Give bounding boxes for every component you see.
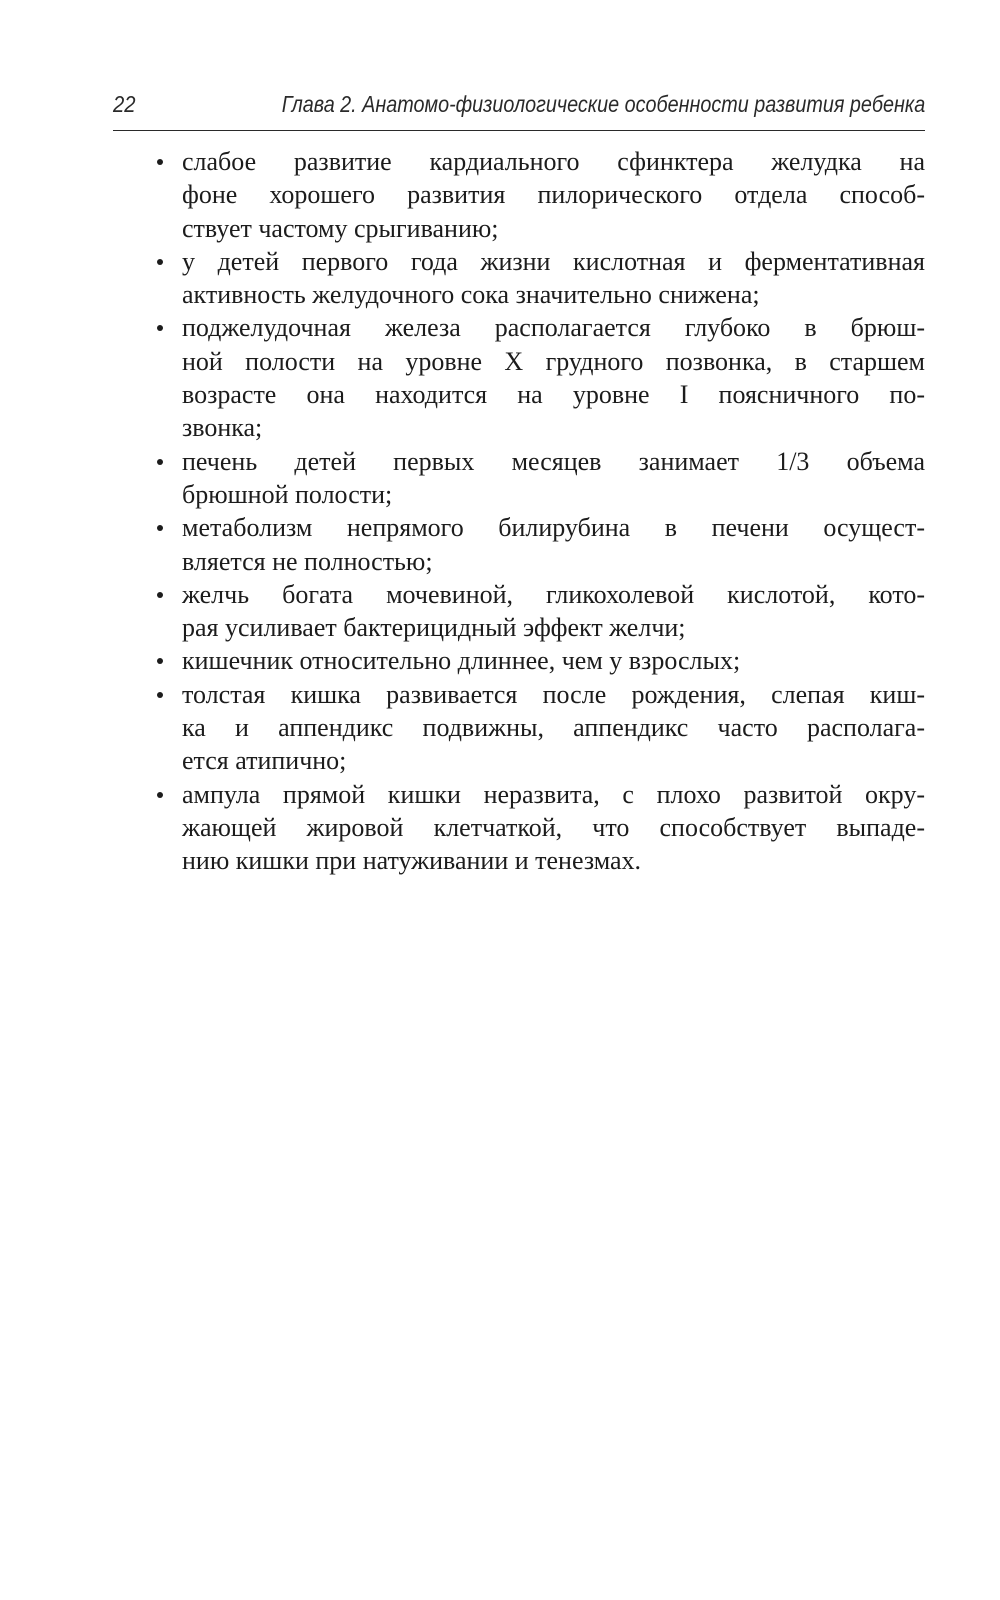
text-line: фоне хорошего развития пилорического отдела способ- bbox=[182, 180, 925, 210]
text-line: нию кишки при натуживании и тенезмах. bbox=[182, 846, 642, 876]
text-line: метаболизм непрямого билирубина в печени осущест- bbox=[182, 513, 925, 543]
list-item bbox=[157, 311, 925, 444]
chapter-title: Глава 2. Анатомо-физиологические особенности развития ребенка bbox=[281, 91, 925, 117]
text-line: желчь богата мочевиной, гликохолевой кислотой, кото- bbox=[182, 579, 925, 609]
bullet-icon bbox=[157, 459, 163, 465]
bullet-icon bbox=[157, 592, 163, 598]
running-header bbox=[113, 88, 925, 131]
text-line: рая усиливает бактерицидный эффект желчи; bbox=[182, 613, 686, 643]
text-line: возрасте она находится на уровне I поясничного по- bbox=[182, 380, 925, 410]
bullet-icon bbox=[157, 792, 163, 798]
list-item bbox=[157, 578, 925, 645]
bullet-icon bbox=[157, 259, 163, 265]
text-line: активность желудочного сока значительно снижена; bbox=[182, 280, 760, 310]
list-item bbox=[157, 145, 925, 245]
text-line: ампула прямой кишки неразвита, с плохо развитой окру- bbox=[182, 779, 925, 809]
text-line: кишечник относительно длиннее, чем у взрослых; bbox=[182, 646, 741, 676]
text-line: слабое развитие кардиального сфинктера желудка на bbox=[182, 147, 925, 176]
list-item bbox=[157, 678, 925, 778]
bullet-icon bbox=[157, 159, 163, 165]
list-item bbox=[157, 445, 925, 512]
bullet-list bbox=[157, 145, 925, 878]
bullet-icon bbox=[157, 658, 163, 664]
page-number: 22 bbox=[113, 91, 136, 117]
text-line: ка и аппендикс подвижны, аппендикс часто располага- bbox=[182, 713, 925, 743]
list-item bbox=[157, 245, 925, 312]
text-line: печень детей первых месяцев занимает 1/3 объема bbox=[182, 446, 925, 476]
text-line: вляется не полностью; bbox=[182, 546, 433, 576]
bullet-icon bbox=[157, 692, 163, 698]
list-item bbox=[157, 644, 925, 677]
text-line: жающей жировой клетчаткой, что способствует выпаде- bbox=[182, 812, 925, 842]
bullet-icon bbox=[157, 325, 163, 331]
text-line: у детей первого года жизни кислотная и ферментативная bbox=[182, 246, 925, 276]
text-line: поджелудочная железа располагается глубоко в брюш- bbox=[182, 313, 925, 343]
list-item bbox=[157, 511, 925, 578]
text-line: брюшной полости; bbox=[182, 479, 393, 509]
bullet-icon bbox=[157, 525, 163, 531]
text-line: ной полости на уровне X грудного позвонка, в старшем bbox=[182, 346, 925, 376]
text-line: звонка; bbox=[182, 413, 263, 443]
list-item bbox=[157, 778, 925, 878]
text-line: толстая кишка развивается после рождения, слепая киш- bbox=[182, 679, 925, 709]
text-line: ствует частому срыгиванию; bbox=[182, 213, 499, 243]
text-line: ется атипично; bbox=[182, 746, 347, 776]
page-body bbox=[157, 145, 925, 878]
